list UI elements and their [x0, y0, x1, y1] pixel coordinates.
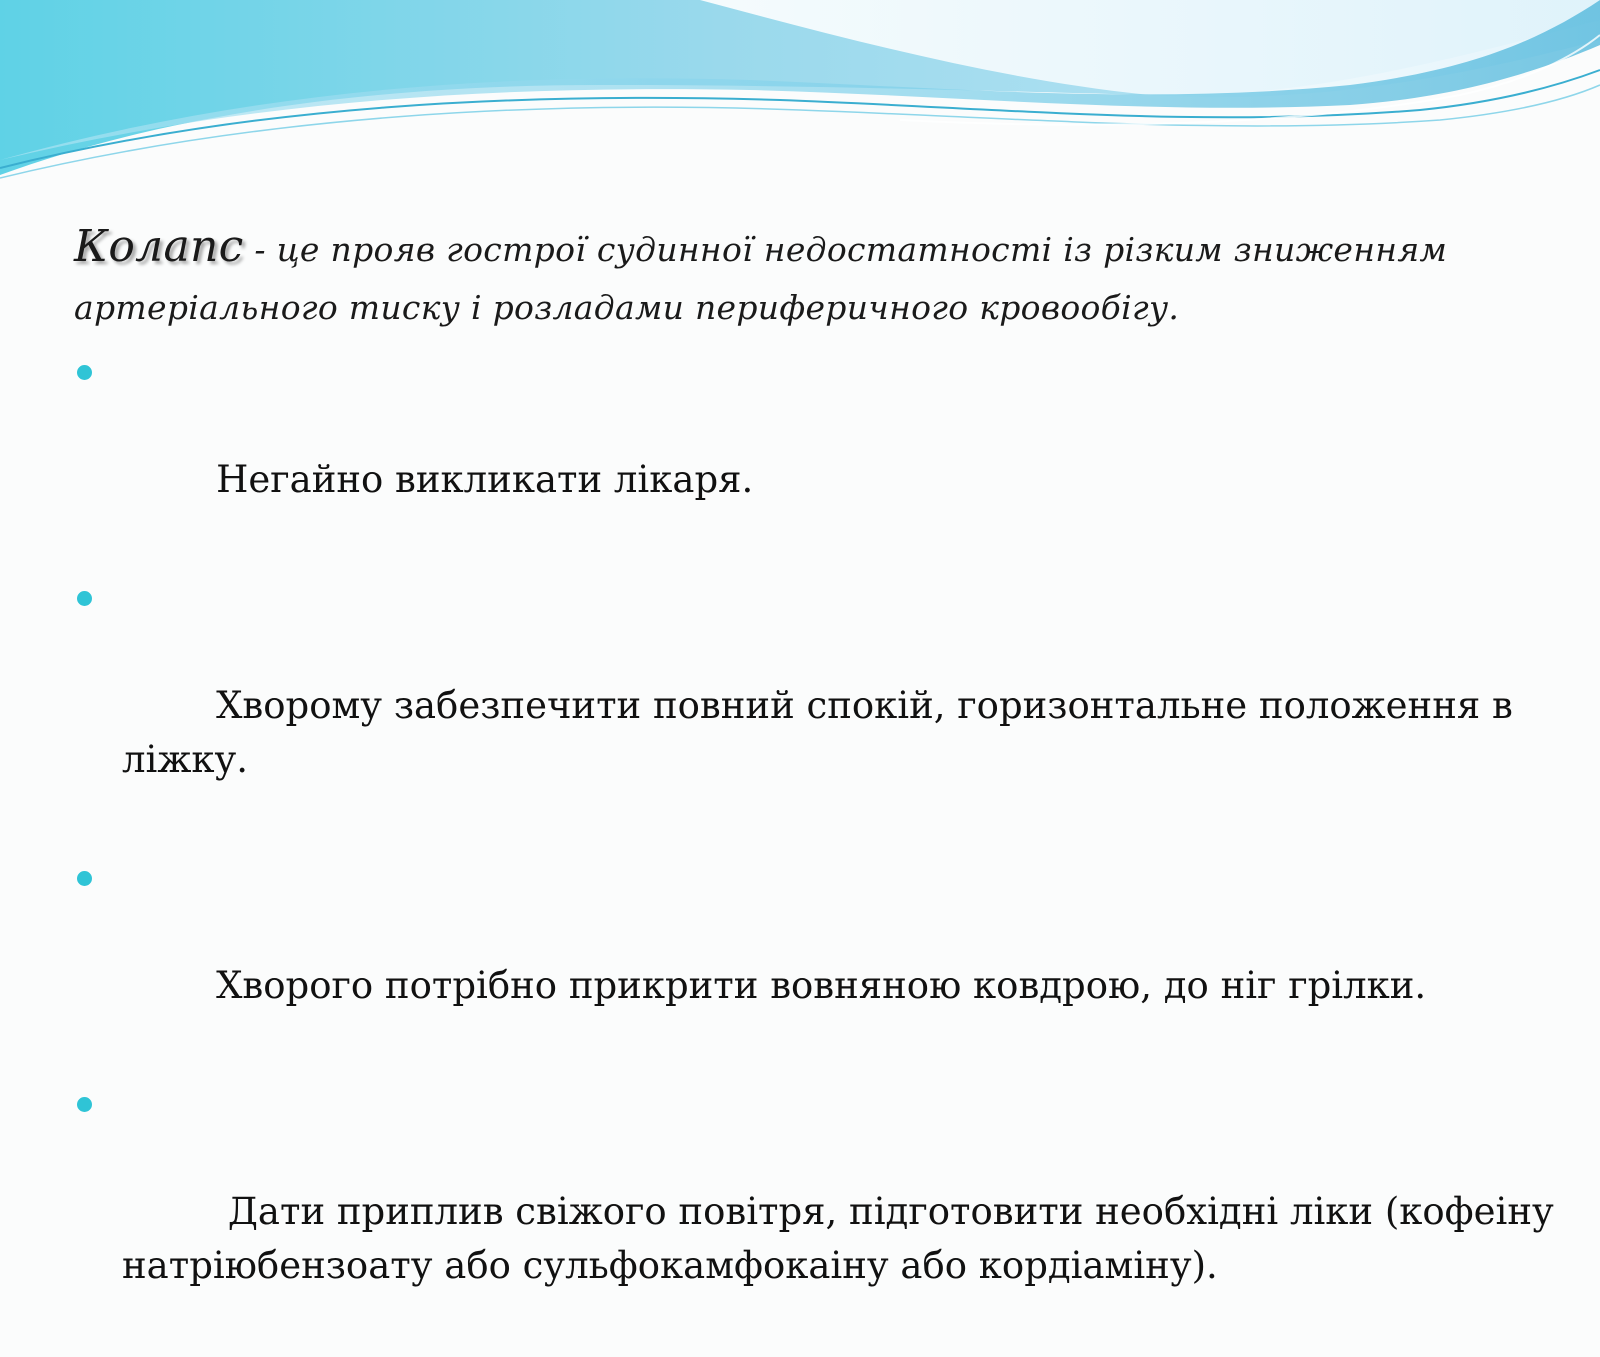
list-item: [74, 1077, 1566, 1347]
list-item: [74, 571, 1554, 841]
definition-term: Колапс: [74, 221, 244, 272]
bullet-text: Дати приплив свіжого повітря, підготовити необхідні ліки (кофеіну натріюбензоату або сульфокамфокаіну або кордіаміну).: [122, 1190, 1566, 1287]
bullet-list: [74, 345, 1566, 1347]
bullet-dot-icon: [77, 871, 92, 886]
list-item: [74, 851, 1554, 1067]
list-item: [74, 345, 1554, 561]
definition-text-line1: - це прояв гострої судинної недостатності із різким зниженням: [243, 230, 1448, 269]
bullet-text: Хворому забезпечити повний спокій, горизонтальне положення в ліжку.: [122, 684, 1525, 781]
bullet-dot-icon: [77, 365, 92, 380]
slide-content: [74, 218, 1566, 1357]
bullet-dot-icon: [77, 1097, 92, 1112]
definition-text-line2: артеріального тиску і розладами периферичного кровообігу.: [74, 288, 1180, 327]
bullet-text: Негайно викликати лікаря.: [216, 458, 754, 501]
bullet-dot-icon: [77, 591, 92, 606]
wave-header-decoration: [0, 0, 1600, 200]
bullet-text: Хворого потрібно прикрити вовняною ковдрою, до ніг грілки.: [216, 964, 1427, 1007]
definition-paragraph: [74, 218, 1554, 337]
